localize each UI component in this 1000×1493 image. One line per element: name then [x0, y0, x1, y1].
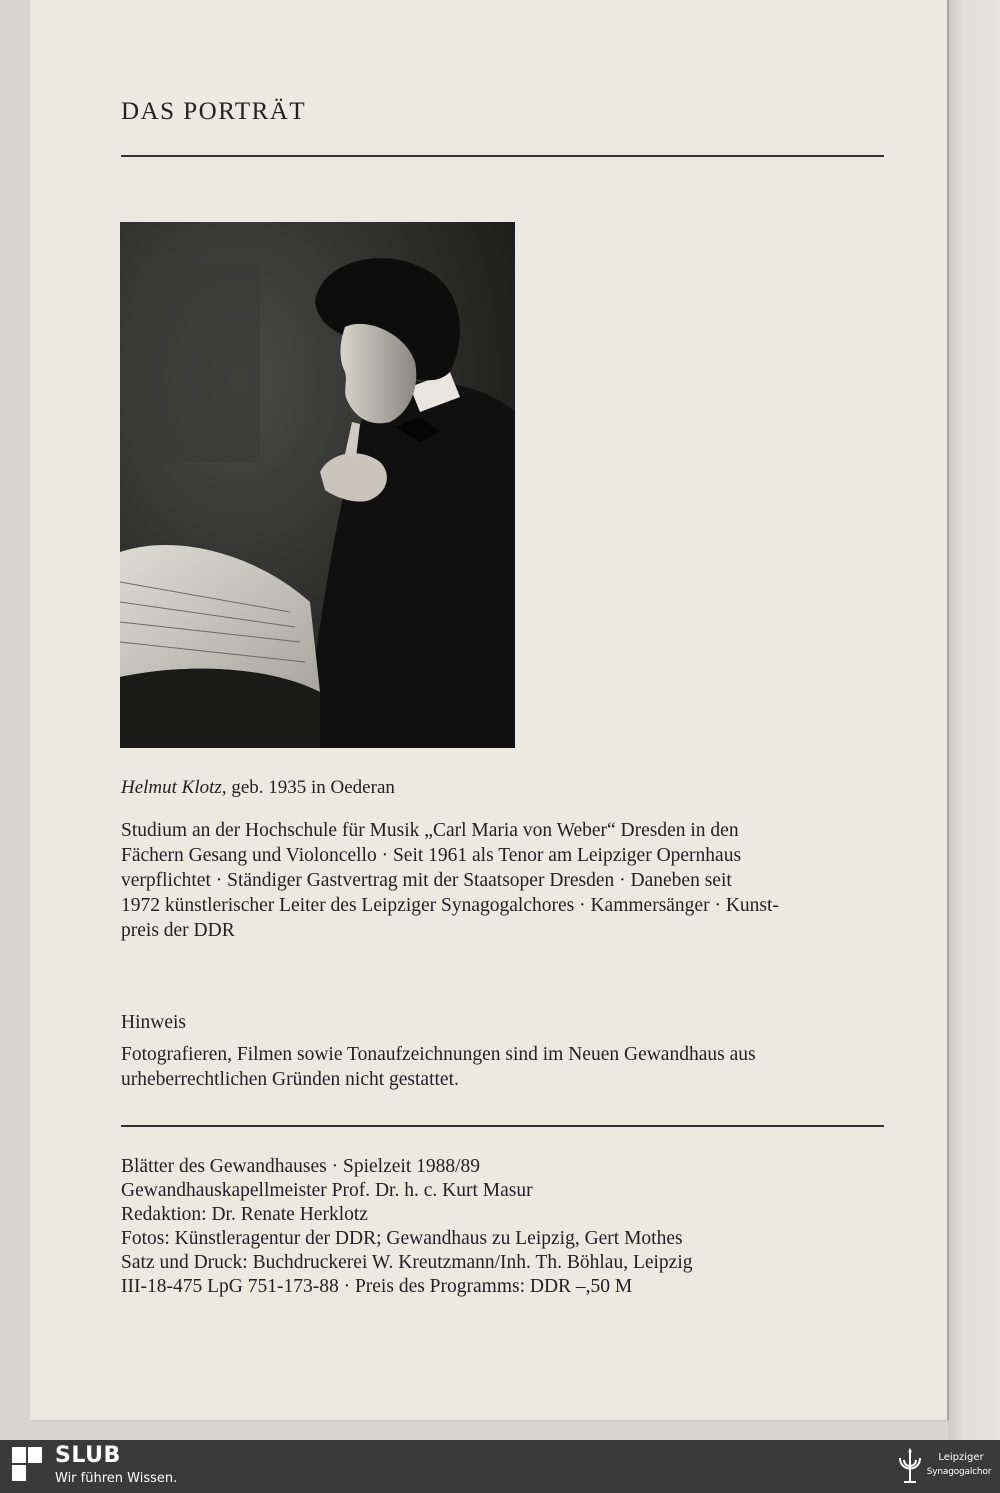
portrait-photo	[120, 222, 515, 748]
slub-logo-icon[interactable]	[12, 1447, 42, 1483]
colophon-line: Blätter des Gewandhauses · Spielzeit 1988/89	[121, 1156, 481, 1177]
slub-logo-text[interactable]: SLUB	[55, 1443, 121, 1468]
note-heading: Hinweis	[121, 1012, 186, 1033]
bio-line: Fächern Gesang und Violoncello · Seit 1961 als Tenor am Leipziger Opernhaus	[121, 845, 742, 866]
top-rule	[121, 155, 884, 157]
colophon-line: Fotos: Künstleragentur der DDR; Gewandhaus zu Leipzig, Gert Mothes	[121, 1228, 683, 1249]
page-title: DAS PORTRÄT	[121, 98, 307, 125]
bio-line: preis der DDR	[121, 920, 235, 941]
page-edge	[948, 0, 1000, 1440]
bio-line: verpflichtet · Ständiger Gastvertrag mit der Staatsoper Dresden · Daneben seit	[121, 870, 732, 891]
photo-caption	[121, 777, 395, 799]
caption-name: Helmut Klotz,	[121, 777, 227, 798]
colophon-line: Gewandhauskapellmeister Prof. Dr. h. c. Kurt Masur	[121, 1180, 533, 1201]
note-text	[121, 1042, 886, 1092]
portrait-photo-illustration	[120, 222, 515, 748]
menorah-icon[interactable]	[896, 1446, 924, 1486]
colophon-line: III-18-475 LpG 751-173-88 · Preis des Programms: DDR –,50 M	[121, 1276, 633, 1297]
note-line: urheberrechtlichen Gründen nicht gestattet.	[121, 1069, 459, 1090]
bio-line: 1972 künstlerischer Leiter des Leipziger Synagogalchores · Kammersänger · Kunst-	[121, 895, 779, 916]
colophon-line: Redaktion: Dr. Renate Herklotz	[121, 1204, 368, 1225]
bottom-rule	[121, 1125, 884, 1127]
fold-line	[947, 0, 949, 1420]
note-line: Fotografieren, Filmen sowie Tonaufzeichnungen sind im Neuen Gewandhaus aus	[121, 1044, 756, 1065]
caption-details: geb. 1935 in Oederan	[226, 777, 395, 798]
slub-tagline: Wir führen Wissen.	[55, 1471, 178, 1486]
biography-text	[121, 818, 886, 943]
colophon	[121, 1155, 886, 1299]
partner-logo-line2: Synagogalchor	[926, 1467, 992, 1477]
colophon-line: Satz und Druck: Buchdruckerei W. Kreutzmann/Inh. Th. Böhlau, Leipzig	[121, 1252, 693, 1273]
partner-logo-line1: Leipziger	[938, 1452, 984, 1463]
bio-line: Studium an der Hochschule für Musik „Carl Maria von Weber“ Dresden in den	[121, 820, 739, 841]
